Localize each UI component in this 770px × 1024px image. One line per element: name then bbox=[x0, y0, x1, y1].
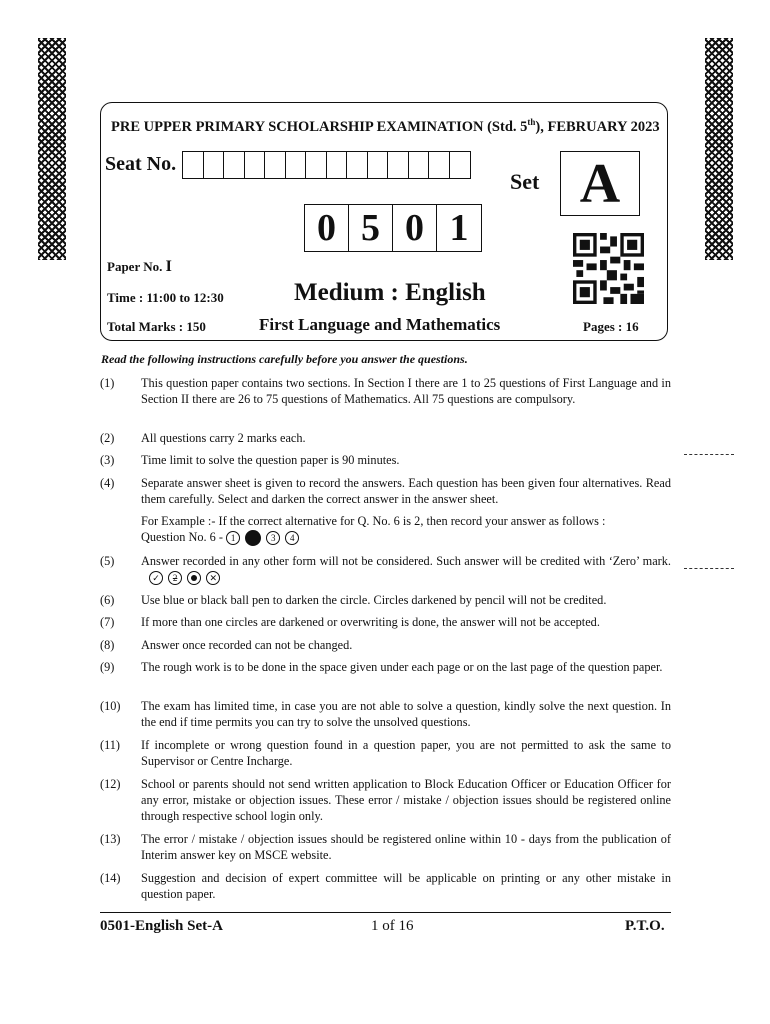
set-label: Set bbox=[510, 169, 540, 194]
exam-header-box bbox=[100, 102, 668, 341]
bubble-option: 1 bbox=[226, 531, 240, 545]
exam-medium: Medium : English bbox=[294, 279, 486, 306]
paper-code-digit: 1 bbox=[449, 207, 469, 249]
seat-number-grid[interactable] bbox=[182, 151, 471, 179]
right-security-pattern bbox=[705, 38, 733, 260]
cut-line-top bbox=[684, 454, 734, 455]
set-value-box: A bbox=[560, 151, 640, 216]
instruction-item: (13) The error / mistake / objection issues should be registered online within 10 - days from the publication of Interim answer key on MSCE website. bbox=[100, 832, 671, 862]
seat-cell[interactable] bbox=[450, 152, 471, 178]
instruction-item: (4) Separate answer sheet is given to record the answers. Each question has been given four alternatives. Read them carefully. Select and darken the correct answer in the answer sheet. For Example :- If the correct alternative for Q. No. 6 is 2, then record your answer as follows : Question No. 6 - 1 3 4 bbox=[100, 475, 671, 546]
seat-cell[interactable] bbox=[286, 152, 307, 178]
seat-cell[interactable] bbox=[347, 152, 368, 178]
instruction-item: (8) Answer once recorded can not be changed. bbox=[100, 638, 353, 652]
seat-cell[interactable] bbox=[224, 152, 245, 178]
left-security-pattern bbox=[38, 38, 66, 260]
exam-title: PRE UPPER PRIMARY SCHOLARSHIP EXAMINATION (Std. 5th), FEBRUARY 2023 bbox=[111, 117, 660, 135]
answer-example-row: Question No. 6 - 1 3 4 bbox=[141, 529, 671, 546]
bubble-dot bbox=[187, 571, 201, 585]
answer-example: For Example :- If the correct alternative for Q. No. 6 is 2, then record your answer as follows : bbox=[141, 514, 606, 528]
paper-code-digit: 0 bbox=[305, 205, 349, 251]
bubble-tick: ✓ bbox=[149, 571, 163, 585]
instruction-item: (11) If incomplete or wrong question found in a question paper, you are not permitted to ask the same to Supervisor or Centre Incharge. bbox=[100, 738, 671, 768]
seat-cell[interactable] bbox=[429, 152, 450, 178]
instruction-item: (1) This question paper contains two sections. In Section I there are 1 to 25 questions of First Language and in Section II there are 26 to 75 questions of Mathematics. All 75 questions are compulsory. bbox=[100, 376, 671, 406]
footer-paper-id: 0501-English Set-A bbox=[100, 918, 223, 934]
paper-code-digit: 5 bbox=[349, 205, 393, 251]
bubble-option: 4 bbox=[285, 531, 299, 545]
seat-cell[interactable] bbox=[368, 152, 389, 178]
seat-cell[interactable] bbox=[183, 152, 204, 178]
footer-page-number: 1 of 16 bbox=[371, 918, 414, 934]
instruction-item: (3) Time limit to solve the question paper is 90 minutes. bbox=[100, 453, 400, 467]
cut-line-bottom bbox=[684, 568, 734, 569]
page-count: Pages : 16 bbox=[583, 319, 639, 334]
paper-number: Paper No. I bbox=[107, 258, 172, 275]
seat-cell[interactable] bbox=[265, 152, 286, 178]
bubble-cross: ✕ bbox=[206, 571, 220, 585]
bubble-struck: 2 bbox=[168, 571, 182, 585]
instruction-item: (14) Suggestion and decision of expert committee will be applicable on printing or any other mistake in question paper. bbox=[100, 871, 671, 901]
footer-divider bbox=[100, 912, 671, 913]
footer-pto: P.T.O. bbox=[625, 918, 665, 934]
bubble-option: 3 bbox=[266, 531, 280, 545]
instruction-item: (9) The rough work is to be done in the space given under each page or on the last page of the question paper. bbox=[100, 660, 663, 674]
seat-cell[interactable] bbox=[327, 152, 348, 178]
instruction-item: (2) All questions carry 2 marks each. bbox=[100, 431, 306, 445]
instruction-item: (7) If more than one circles are darkened or overwriting is done, the answer will not be accepted. bbox=[100, 615, 600, 629]
paper-code-grid bbox=[304, 204, 482, 252]
instruction-item: (12) School or parents should not send written application to Block Education Officer or Education Officer for any error, mistake or objection issues. These error / mistake / objection issues should be registered online through respective school login only. bbox=[100, 777, 671, 823]
seat-number-label: Seat No. bbox=[105, 153, 177, 175]
instruction-item: (10) The exam has limited time, in case you are not able to solve a question, kindly solve the next question. In the end if time permits you can try to solve the unsolved questions. bbox=[100, 699, 671, 729]
exam-time: Time : 11:00 to 12:30 bbox=[107, 290, 224, 305]
qr-code-icon bbox=[573, 233, 644, 304]
wrong-marking-examples bbox=[149, 570, 222, 584]
seat-cell[interactable] bbox=[388, 152, 409, 178]
seat-cell[interactable] bbox=[245, 152, 266, 178]
total-marks: Total Marks : 150 bbox=[107, 319, 206, 334]
bubble-filled bbox=[245, 530, 261, 546]
seat-cell[interactable] bbox=[204, 152, 225, 178]
seat-cell[interactable] bbox=[306, 152, 327, 178]
paper-code-digit: 0 bbox=[393, 205, 437, 251]
instruction-item: (6) Use blue or black ball pen to darken the circle. Circles darkened by pencil will not be credited. bbox=[100, 593, 607, 607]
seat-cell[interactable] bbox=[409, 152, 430, 178]
exam-subject: First Language and Mathematics bbox=[259, 315, 501, 334]
instruction-item: (5) Answer recorded in any other form will not be considered. Such answer will be credited with ‘Zero’ mark. ✓ 2 ✕ bbox=[100, 554, 671, 584]
instructions-intro: Read the following instructions carefully before you answer the questions. bbox=[101, 352, 468, 366]
